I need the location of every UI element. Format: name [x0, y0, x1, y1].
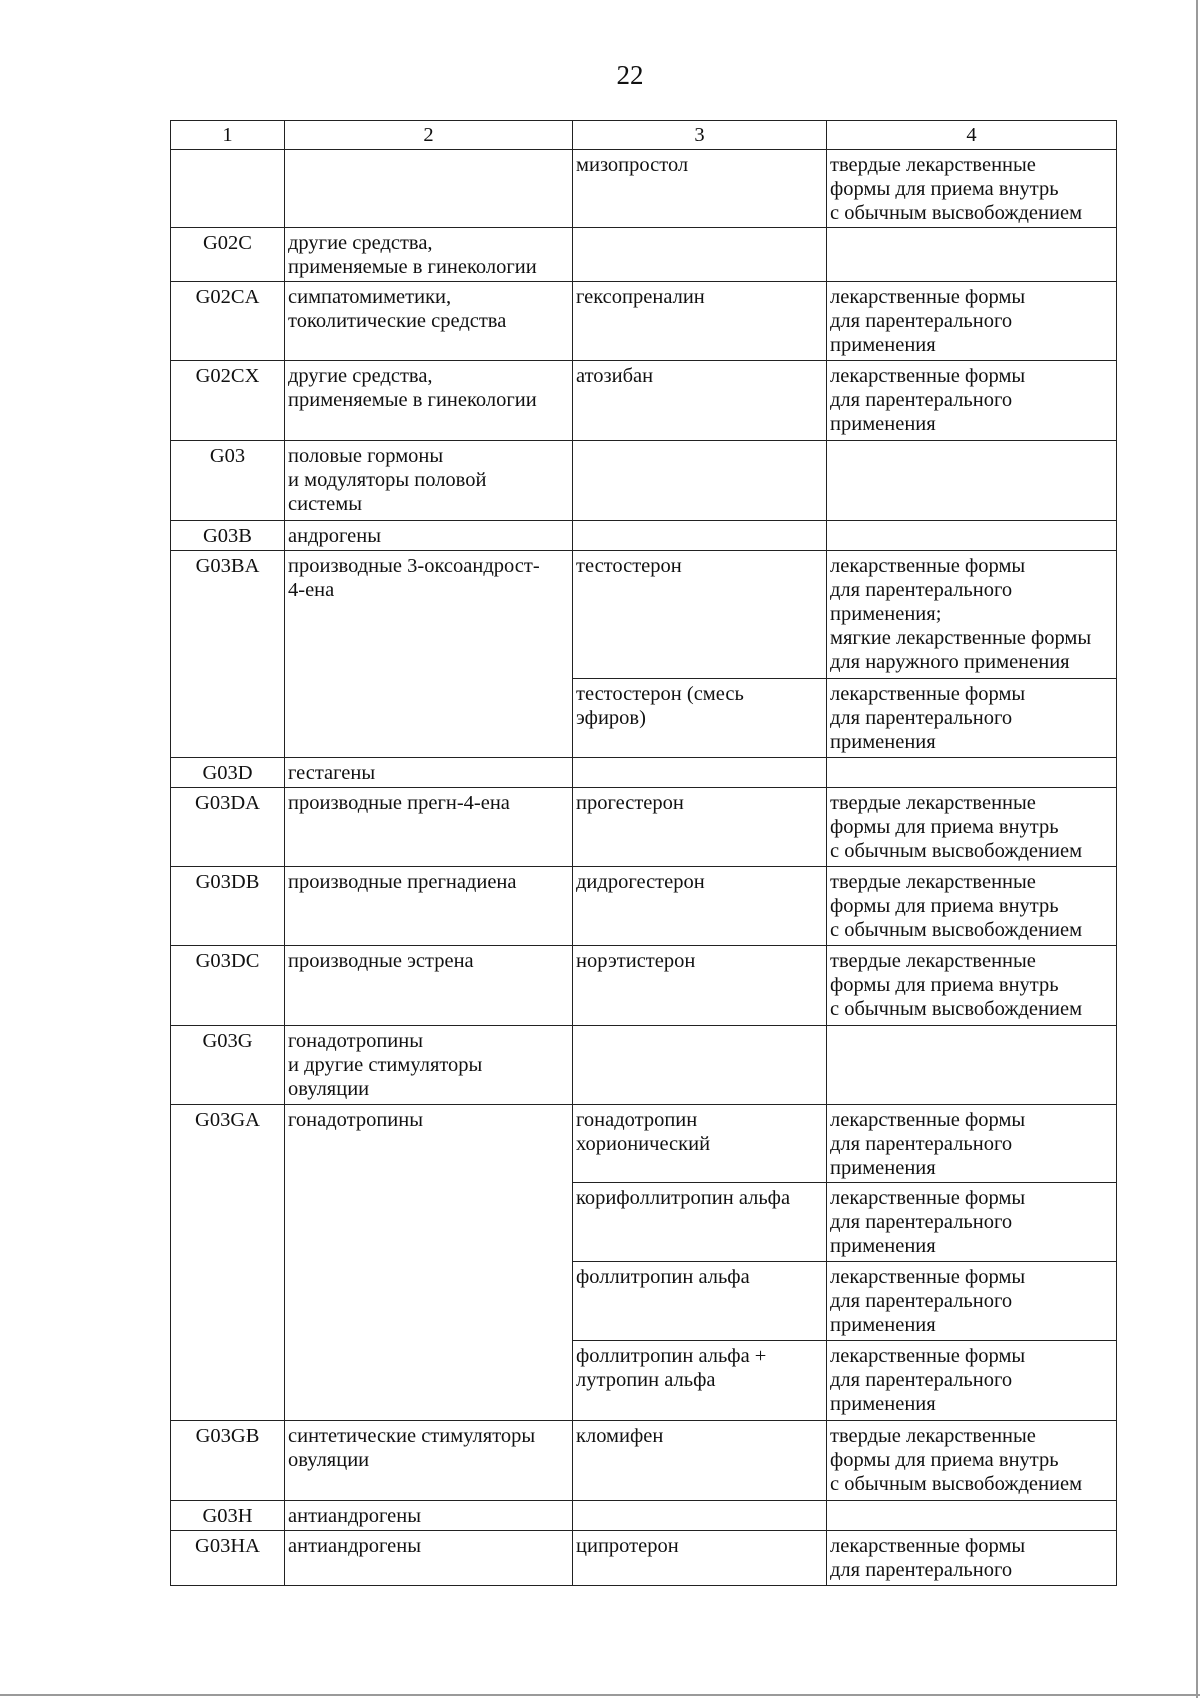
dosage-form-cell: лекарственные формы для парентерального применения [827, 361, 1117, 441]
drug-name-cell: атозибан [573, 361, 827, 441]
drug-name-cell [573, 441, 827, 521]
group-name-cell: симпатомиметики, токолитические средства [285, 282, 573, 361]
table-row [171, 1105, 1117, 1183]
page-number: 22 [616, 60, 644, 90]
group-name-cell: гонадотропины [285, 1105, 573, 1421]
table-row [171, 946, 1117, 1026]
atc-code-cell: G03B [171, 521, 285, 551]
table-row [171, 521, 1117, 551]
table-row [171, 282, 1117, 361]
drug-name-cell: мизопростол [573, 150, 827, 228]
column-header-code: 1 [171, 121, 285, 150]
table-row [171, 1531, 1117, 1586]
table-row [171, 441, 1117, 521]
drug-name-cell [573, 1026, 827, 1105]
group-name-cell: антиандрогены [285, 1531, 573, 1586]
atc-code-cell [171, 150, 285, 228]
drug-name-cell: гонадотропин хорионический [573, 1105, 827, 1183]
atc-code-cell: G02CX [171, 361, 285, 441]
atc-code-cell: G03GB [171, 1421, 285, 1501]
table-row [171, 150, 1117, 228]
table-row [171, 867, 1117, 946]
column-header-group: 2 [285, 121, 573, 150]
drug-name-cell: ципротерон [573, 1531, 827, 1586]
drug-name-cell: прогестерон [573, 788, 827, 867]
dosage-form-cell: лекарственные формы для парентерального применения [827, 1183, 1117, 1262]
dosage-form-cell: лекарственные формы для парентерального применения [827, 1341, 1117, 1421]
drug-name-cell: кломифен [573, 1421, 827, 1501]
table-row [171, 758, 1117, 788]
drug-classification-table [170, 120, 1117, 1586]
group-name-cell: антиандрогены [285, 1501, 573, 1531]
drug-name-cell [573, 228, 827, 282]
dosage-form-cell [827, 1026, 1117, 1105]
group-name-cell: синтетические стимуляторы овуляции [285, 1421, 573, 1501]
group-name-cell: производные 3-оксоандрост- 4-ена [285, 551, 573, 758]
atc-code-cell: G02C [171, 228, 285, 282]
dosage-form-cell: твердые лекарственные формы для приема внутрь с обычным высвобождением [827, 150, 1117, 228]
group-name-cell: производные эстрена [285, 946, 573, 1026]
drug-name-cell [573, 1501, 827, 1531]
group-name-cell: половые гормоны и модуляторы половой системы [285, 441, 573, 521]
drug-name-cell: тестостерон [573, 551, 827, 679]
dosage-form-cell: лекарственные формы для парентерального применения; мягкие лекарственные формы для наружного применения [827, 551, 1117, 679]
group-name-cell: другие средства, применяемые в гинекологии [285, 361, 573, 441]
table-row [171, 788, 1117, 867]
atc-code-cell: G03DA [171, 788, 285, 867]
dosage-form-cell: лекарственные формы для парентерального применения [827, 282, 1117, 361]
table-row [171, 1501, 1117, 1531]
atc-code-cell: G03BA [171, 551, 285, 758]
atc-code-cell: G03HA [171, 1531, 285, 1586]
drug-name-cell: корифоллитропин альфа [573, 1183, 827, 1262]
table-header-row [171, 121, 1117, 150]
dosage-form-cell: твердые лекарственные формы для приема внутрь с обычным высвобождением [827, 788, 1117, 867]
table-row [171, 1421, 1117, 1501]
drug-name-cell: фоллитропин альфа [573, 1262, 827, 1341]
group-name-cell: гонадотропины и другие стимуляторы овуляции [285, 1026, 573, 1105]
dosage-form-cell: лекарственные формы для парентерального [827, 1531, 1117, 1586]
dosage-form-cell: лекарственные формы для парентерального применения [827, 1105, 1117, 1183]
dosage-form-cell: лекарственные формы для парентерального применения [827, 679, 1117, 758]
drug-name-cell: тестостерон (смесь эфиров) [573, 679, 827, 758]
drug-name-cell: норэтистерон [573, 946, 827, 1026]
group-name-cell: гестагены [285, 758, 573, 788]
dosage-form-cell [827, 1501, 1117, 1531]
scan-edge-bottom [0, 1694, 1200, 1696]
group-name-cell: производные прегн-4-ена [285, 788, 573, 867]
table-row [171, 1026, 1117, 1105]
atc-code-cell: G03GA [171, 1105, 285, 1421]
column-header-form: 4 [827, 121, 1117, 150]
atc-code-cell: G03H [171, 1501, 285, 1531]
scan-edge-right [1196, 0, 1198, 1698]
atc-code-cell: G03D [171, 758, 285, 788]
drug-name-cell [573, 758, 827, 788]
dosage-form-cell [827, 758, 1117, 788]
group-name-cell: другие средства, применяемые в гинекологии [285, 228, 573, 282]
dosage-form-cell: твердые лекарственные формы для приема внутрь с обычным высвобождением [827, 1421, 1117, 1501]
group-name-cell: производные прегнадиена [285, 867, 573, 946]
group-name-cell: андрогены [285, 521, 573, 551]
group-name-cell [285, 150, 573, 228]
drug-name-cell: дидрогестерон [573, 867, 827, 946]
dosage-form-cell: твердые лекарственные формы для приема внутрь с обычным высвобождением [827, 946, 1117, 1026]
dosage-form-cell [827, 441, 1117, 521]
dosage-form-cell: лекарственные формы для парентерального применения [827, 1262, 1117, 1341]
atc-code-cell: G03DC [171, 946, 285, 1026]
drug-name-cell: фоллитропин альфа + лутропин альфа [573, 1341, 827, 1421]
dosage-form-cell: твердые лекарственные формы для приема внутрь с обычным высвобождением [827, 867, 1117, 946]
drug-name-cell: гексопреналин [573, 282, 827, 361]
column-header-drug: 3 [573, 121, 827, 150]
atc-code-cell: G03 [171, 441, 285, 521]
atc-code-cell: G03G [171, 1026, 285, 1105]
drug-name-cell [573, 521, 827, 551]
atc-code-cell: G02CA [171, 282, 285, 361]
table-row [171, 361, 1117, 441]
dosage-form-cell [827, 521, 1117, 551]
table-row [171, 551, 1117, 679]
dosage-form-cell [827, 228, 1117, 282]
table-row [171, 228, 1117, 282]
atc-code-cell: G03DB [171, 867, 285, 946]
